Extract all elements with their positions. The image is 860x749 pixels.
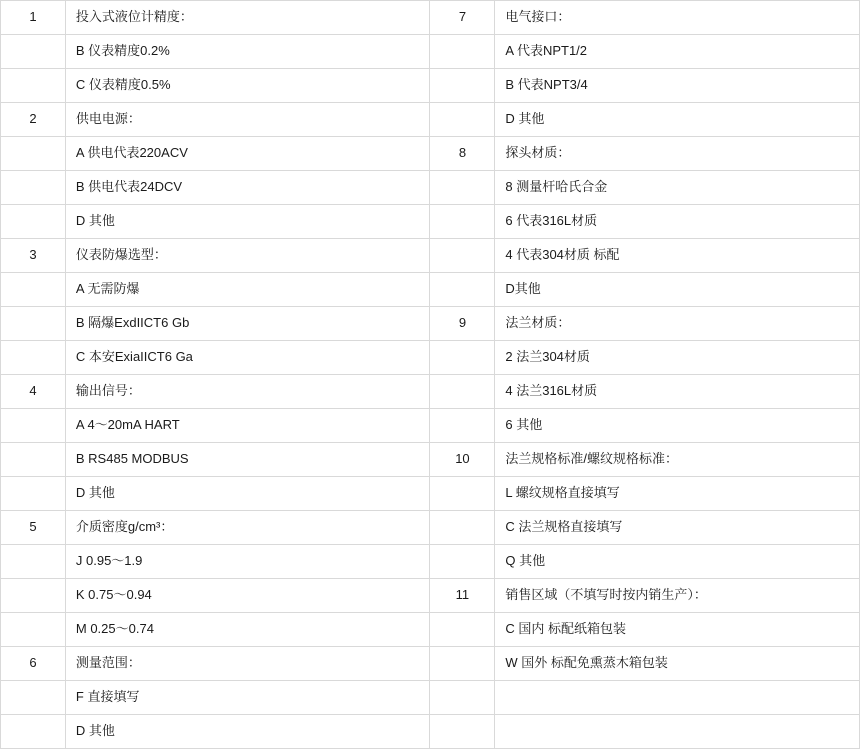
row-number-left [1,443,66,477]
row-number-right [430,545,495,579]
row-text-right: 法兰规格标准/螺纹规格标准： [495,443,860,477]
row-text-right: 8 测量杆哈氏合金 [495,171,860,205]
row-number-left [1,35,66,69]
row-text-left: C 本安ExiaIICT6 Ga [65,341,430,375]
table-row [1,307,860,341]
row-number-right [430,613,495,647]
row-number-left [1,307,66,341]
row-number-left [1,409,66,443]
row-text-left: J 0.95～1.9 [65,545,430,579]
row-number-left: 3 [1,239,66,273]
row-number-left [1,545,66,579]
row-number-right [430,273,495,307]
table-row [1,511,860,545]
row-text-right: D其他 [495,273,860,307]
row-number-right [430,35,495,69]
row-number-left [1,171,66,205]
row-text-right: D 其他 [495,103,860,137]
row-text-left: C 仪表精度0.5% [65,69,430,103]
row-number-right [430,171,495,205]
row-number-left [1,681,66,715]
row-number-right [430,341,495,375]
row-number-right [430,409,495,443]
row-text-right [495,715,860,749]
row-number-right [430,715,495,749]
row-text-right: 法兰材质： [495,307,860,341]
row-number-right [430,69,495,103]
table-row [1,341,860,375]
table-row [1,1,860,35]
row-text-left: A 无需防爆 [65,273,430,307]
table-row [1,239,860,273]
row-text-left: 仪表防爆选型： [65,239,430,273]
row-number-left [1,715,66,749]
table-row [1,205,860,239]
row-number-right: 10 [430,443,495,477]
row-number-right: 9 [430,307,495,341]
row-number-right [430,681,495,715]
row-text-right: 6 其他 [495,409,860,443]
row-number-right [430,239,495,273]
row-text-left: 测量范围： [65,647,430,681]
row-text-right: Q 其他 [495,545,860,579]
row-number-right [430,103,495,137]
row-text-right: B 代表NPT3/4 [495,69,860,103]
row-number-left [1,613,66,647]
row-number-left: 4 [1,375,66,409]
row-number-right [430,477,495,511]
row-text-left: D 其他 [65,715,430,749]
row-number-left [1,341,66,375]
row-number-right [430,375,495,409]
row-number-right [430,205,495,239]
row-text-left: B 隔爆ExdIICT6 Gb [65,307,430,341]
table-row [1,715,860,749]
row-number-left [1,205,66,239]
row-text-left: D 其他 [65,205,430,239]
row-number-right [430,647,495,681]
row-text-right: 6 代表316L材质 [495,205,860,239]
row-number-left: 5 [1,511,66,545]
row-text-right: L 螺纹规格直接填写 [495,477,860,511]
row-text-right: 探头材质： [495,137,860,171]
table-row [1,409,860,443]
table-row [1,477,860,511]
row-number-left: 2 [1,103,66,137]
row-text-right [495,681,860,715]
row-number-left: 6 [1,647,66,681]
row-text-left: 输出信号： [65,375,430,409]
row-text-right: 销售区域（不填写时按内销生产）： [495,579,860,613]
row-text-left: M 0.25～0.74 [65,613,430,647]
row-number-left: 1 [1,1,66,35]
table-row [1,103,860,137]
row-text-right: A 代表NPT1/2 [495,35,860,69]
row-text-left: B 仪表精度0.2% [65,35,430,69]
table-row [1,545,860,579]
table-row [1,171,860,205]
row-text-left: B 供电代表24DCV [65,171,430,205]
row-number-right: 7 [430,1,495,35]
row-text-right: C 法兰规格直接填写 [495,511,860,545]
row-text-left: F 直接填写 [65,681,430,715]
row-text-left: 投入式液位计精度： [65,1,430,35]
row-number-right [430,511,495,545]
row-text-right: C 国内 标配纸箱包装 [495,613,860,647]
row-text-right: 4 法兰316L材质 [495,375,860,409]
table-row [1,579,860,613]
row-number-right: 11 [430,579,495,613]
row-text-right: 4 代表304材质 标配 [495,239,860,273]
table-row [1,613,860,647]
row-number-left [1,579,66,613]
row-text-right: 电气接口： [495,1,860,35]
table-row [1,273,860,307]
row-text-right: 2 法兰304材质 [495,341,860,375]
row-text-left: 介质密度g/cm³： [65,511,430,545]
table-row [1,137,860,171]
table-row [1,375,860,409]
row-number-left [1,137,66,171]
row-number-left [1,477,66,511]
row-number-left [1,273,66,307]
row-text-left: D 其他 [65,477,430,511]
row-text-left: A 4～20mA HART [65,409,430,443]
row-text-right: W 国外 标配免熏蒸木箱包装 [495,647,860,681]
table-row [1,443,860,477]
row-text-left: K 0.75～0.94 [65,579,430,613]
table-row [1,69,860,103]
table-row [1,35,860,69]
table-body [1,1,860,749]
table-row [1,647,860,681]
row-text-left: 供电电源： [65,103,430,137]
row-text-left: A 供电代表220ACV [65,137,430,171]
table-row [1,681,860,715]
row-text-left: B RS485 MODBUS [65,443,430,477]
row-number-left [1,69,66,103]
row-number-right: 8 [430,137,495,171]
